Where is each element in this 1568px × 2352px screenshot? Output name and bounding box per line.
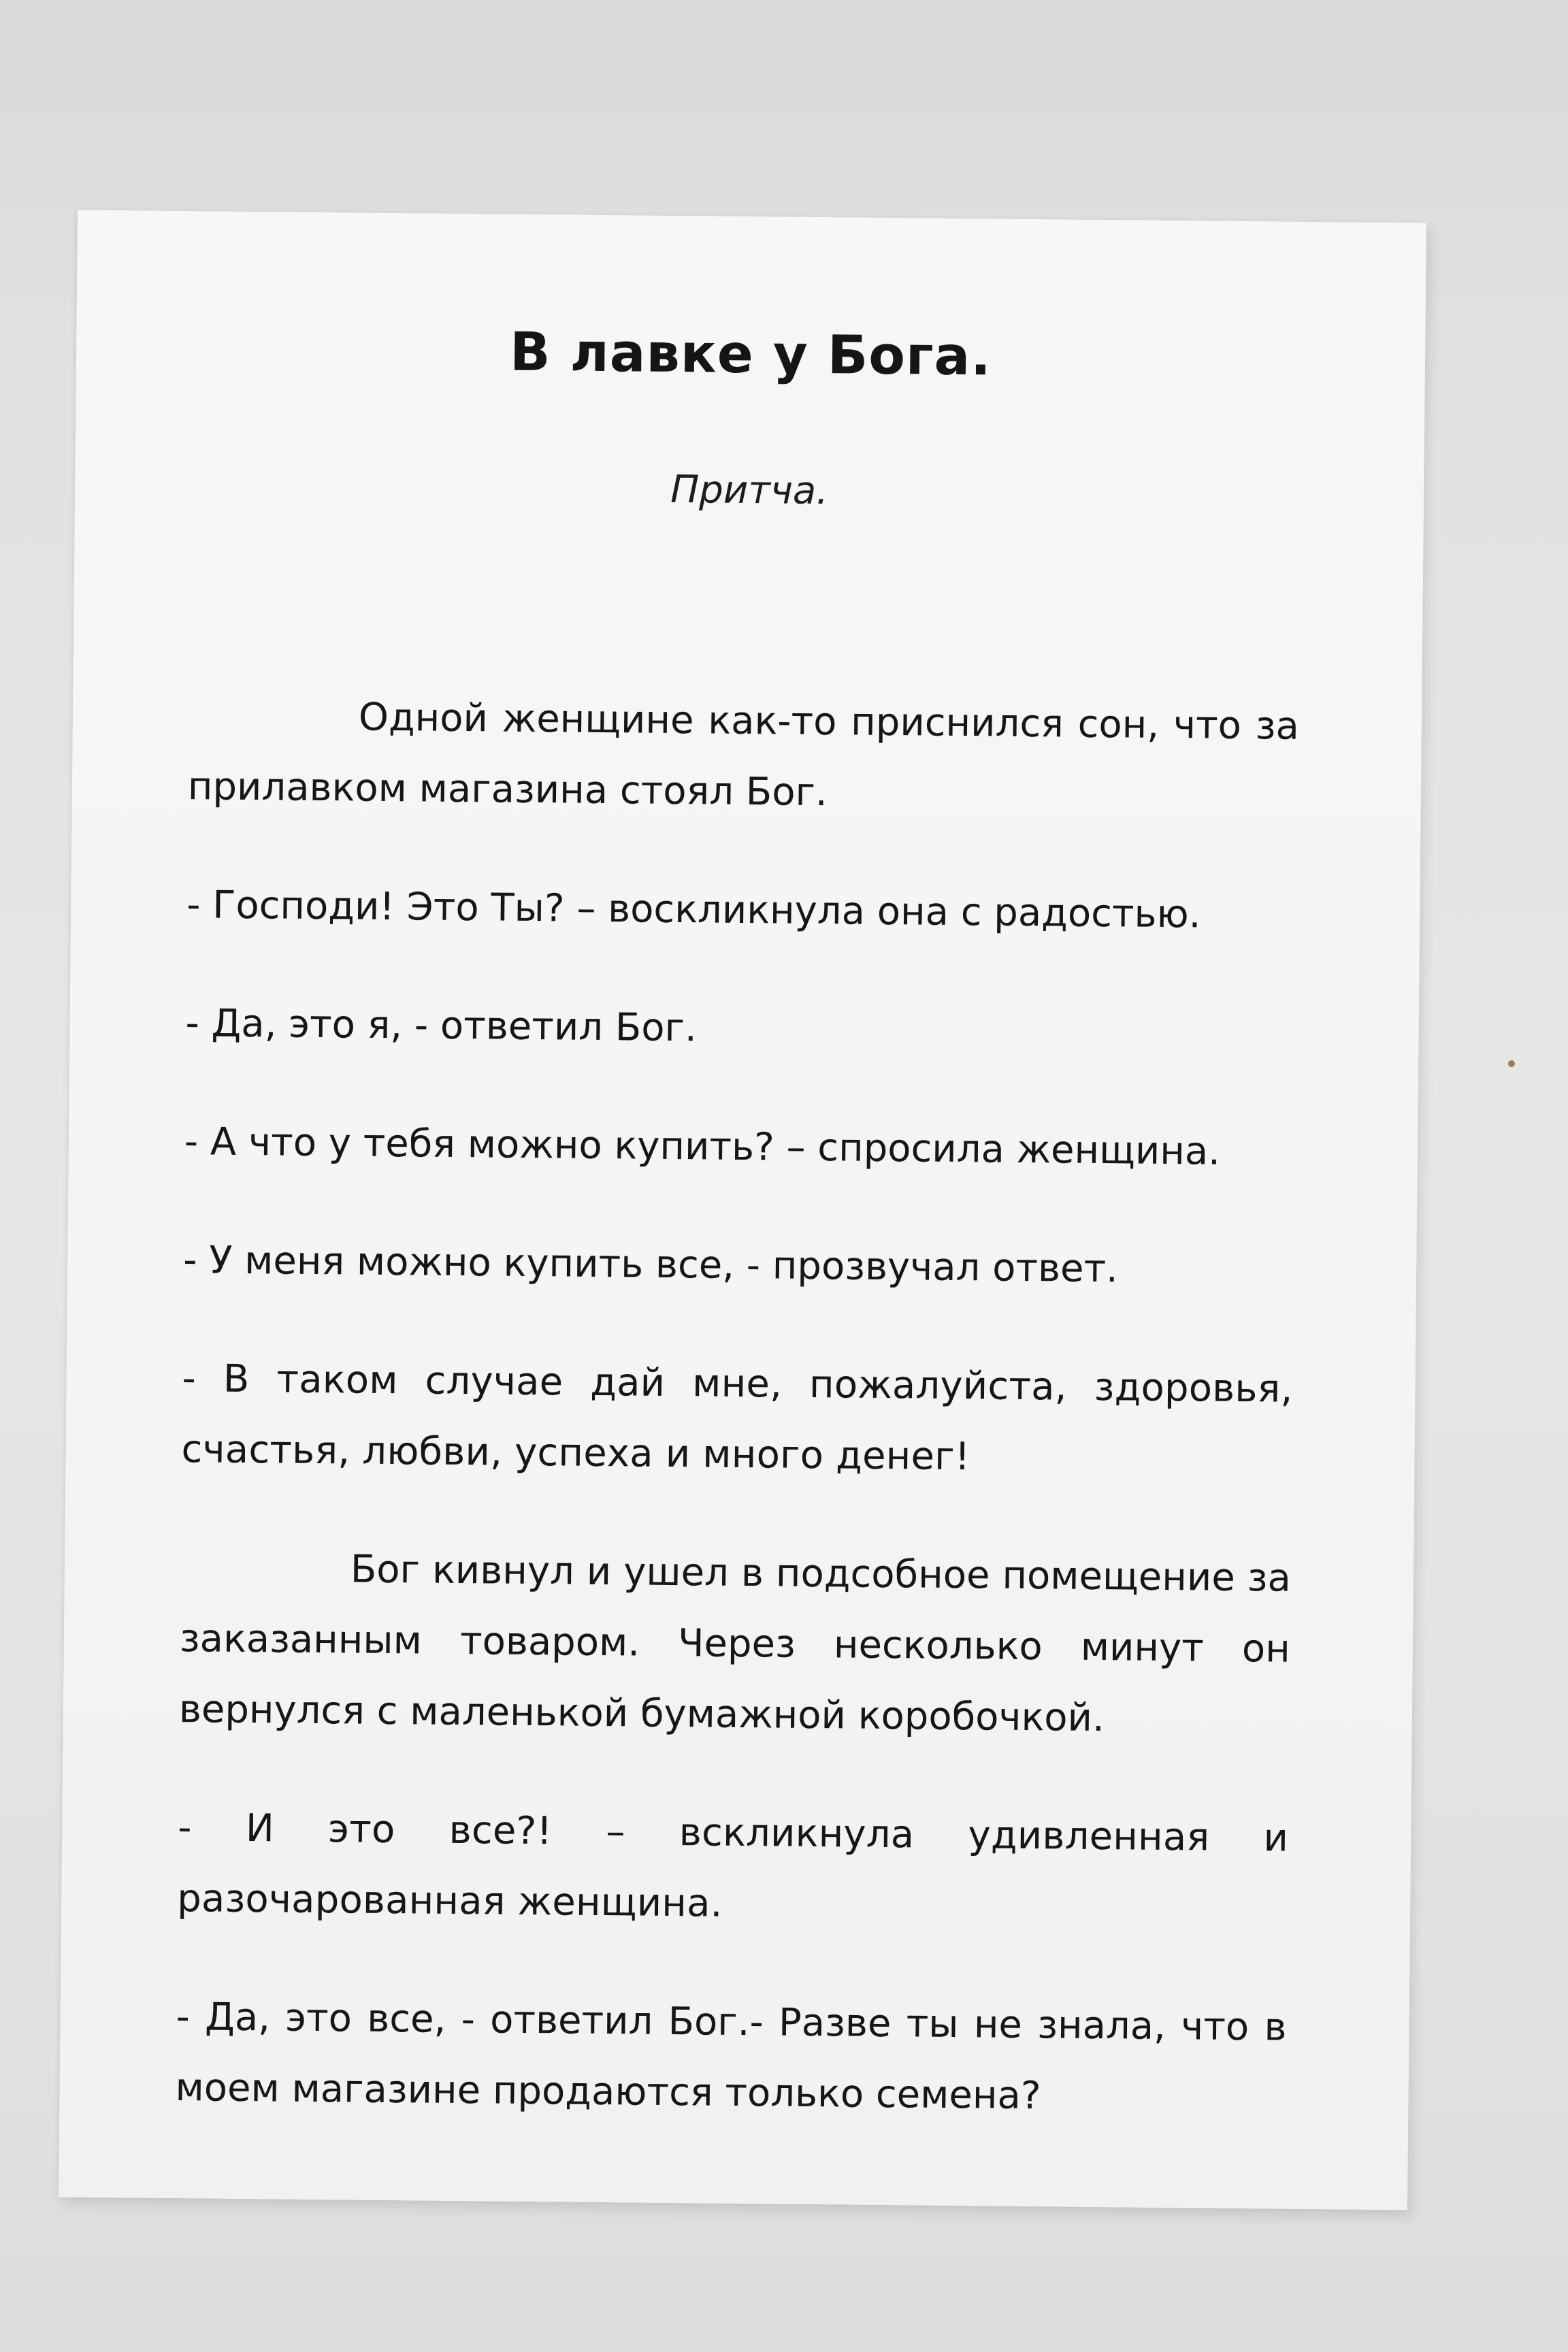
document-subtitle: Притча. — [670, 467, 829, 514]
paragraph: - А что у тебя можно купить? – спросила женщина. — [184, 1120, 1221, 1174]
document-title: В лавке у Бога. — [509, 321, 992, 388]
paragraph: - Да, это я, - ответил Бог. — [185, 1001, 698, 1051]
paper-sheet — [59, 210, 1426, 2210]
paragraph: - И это все?! – вскликнула удивленная и разочарованная женщина. — [176, 1806, 1289, 1926]
paragraph: - Господи! Это Ты? – воскликнула она с радостью. — [186, 883, 1201, 937]
paragraph: - Да, это все, - ответил Бог.- Разве ты не знала, что в моем магазине продаются только семена? — [175, 1995, 1287, 2119]
document-body — [174, 681, 1299, 2182]
dust-speck — [1508, 1060, 1515, 1067]
paragraph: - В таком случае дай мне, пожалуйста, здоровья, счастья, любви, успеха и много денег! — [181, 1356, 1293, 1480]
paragraph: Одной женщине как-то приснился сон, что за прилавком магазина стоял Бог. — [187, 695, 1300, 815]
paragraph: Бог кивнул и ушел в подсобное помещение за заказанным товаром. Через несколько минут он вернулся с маленькой бумажной коробочкой. — [178, 1547, 1292, 1741]
paragraph: - У меня можно купить все, - прозвучал ответ. — [182, 1238, 1119, 1292]
